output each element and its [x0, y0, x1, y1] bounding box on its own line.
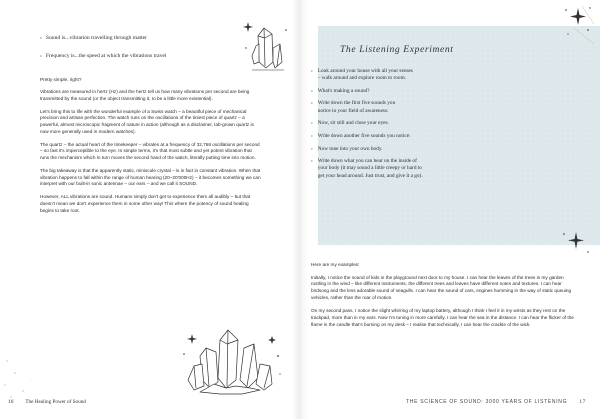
arrow-right-icon: ›	[40, 35, 42, 41]
paragraph: The big takeaway is that the apparently static, miniscule crystal – is in fact in constant vibration. When that vibration happens to fall within the range of human hearing (20–20'000Hz) – it becomes something we can interpret with our built-in sonic antennae – our ears – and we call it SOUND.	[40, 167, 261, 187]
step-item	[311, 158, 526, 179]
crystal-icon	[242, 18, 294, 80]
left-body-text	[40, 77, 262, 220]
right-body-text	[311, 262, 579, 334]
arrow-right-icon: ›	[311, 120, 313, 127]
speckle	[14, 372, 16, 374]
paragraph: On my second pass, I notice the slight whirring of my laptop battery, although I think I feel it in my wrists as they rest on the trackpad, more than in my ears. Now I'm tuning in more carefully, I can hear the sea in the distance. I can hear the flicker of the flame in the candle that's burning on my desk – I realise that technically, I can hear the crackle of the wick.	[311, 307, 574, 327]
paragraph: Let's bring this to life with the wonderful example of a Swiss watch – a beautiful piece of mechanical precision and artisan perfection. The watch runs on the oscillations of the tiniest piece of quartz – a powerful, almost microscopic fragment of nature in action (although as a disclaimer, lab-grown quartz is now more generally used in modern watches).	[40, 108, 254, 135]
definition-bullets	[40, 35, 240, 71]
arrow-right-icon: ›	[311, 100, 313, 107]
arrow-right-icon: ›	[311, 158, 313, 165]
bullet-item	[40, 35, 240, 42]
arrow-right-icon: ›	[311, 132, 313, 139]
step-text: Write down what you can hear on the inside of your body (it may sound a little creepy or hard to get your head around. Just trust, and give it a go).	[317, 158, 423, 179]
arrow-right-icon: ›	[311, 145, 313, 152]
bullet-item	[40, 53, 240, 60]
book-title: The Healing Power of Sound	[25, 399, 86, 405]
step-item	[311, 100, 526, 114]
speckle	[6, 360, 8, 362]
paragraph: Vibrations are measured in hertz (Hz) and the hertz tell us how many vibrations per second are being transmitted by the sound (or the object transmitting it, to be a little more existential).	[40, 89, 250, 102]
step-text: Write down another five sounds you notice:	[317, 132, 411, 139]
speckle	[30, 380, 31, 381]
step-item	[311, 133, 526, 140]
speckle	[4, 384, 6, 386]
sparkle-icon	[560, 228, 594, 262]
panel-title: The Listening Experiment	[340, 44, 454, 55]
bullet-text: Frequency is...the speed at which the vibrations travel	[45, 53, 167, 59]
bullet-text: Sound is...vibration travelling through matter	[45, 35, 148, 41]
paragraph: The quartz – the actual heart of the timekeeper – vibrates at a frequency of 32,768 oscillations per second – so fast it's imperceptible to the eye. In simple terms, it's that most subtle and yet potent vibration that runs the mechanism which in turn moves the second hand of the watch, literally putting time into motion.	[40, 141, 260, 161]
step-item	[311, 146, 526, 153]
arrow-right-icon: ›	[311, 87, 313, 94]
step-text: Write down the first five sounds you notice in your field of awareness:	[317, 100, 396, 114]
paragraph: Initially, I notice the sound of kids in the playground next door to my house. I can hear the leaves of the trees in my garden rustling in the wind – like different instruments, the different trees and leaves have different notes and textures. I can hear birdsong and the less adorable sound of seagulls. I can hear the sound of cars, engines humming in the way of static queuing vehicles, rather than the roar of motion.	[311, 274, 572, 301]
step-item	[311, 88, 526, 95]
paragraph: Here are my examples:	[311, 262, 360, 267]
page-number: 17	[579, 399, 586, 405]
step-text: Now, sit still and close your eyes.	[317, 120, 389, 127]
sparkle-icon	[560, 4, 596, 46]
step-text: Look around your house with all your senses – walk around and explore room to room.	[317, 68, 413, 82]
arrow-right-icon: ›	[40, 53, 42, 59]
step-text: What's making a sound?	[317, 87, 370, 94]
page-number: 16	[8, 399, 14, 405]
paragraph: However, ALL vibrations are sound. Humans simply don't get to experience them all audibly – but that doesn't mean we don't experience them in some other way! This where the potency of sound healing begins to take root.	[40, 193, 251, 213]
step-item	[311, 120, 526, 127]
crystal-cluster-icon	[180, 326, 285, 398]
step-text: Now tune into your own body.	[317, 145, 383, 152]
paragraph: Pretty simple, right?	[40, 77, 82, 82]
running-head: THE SCIENCE OF SOUND: 3000 YEARS OF LISTENING	[406, 399, 568, 405]
arrow-right-icon: ›	[311, 68, 313, 74]
speckle	[10, 396, 12, 398]
footer-right	[406, 399, 586, 405]
speckle	[22, 390, 24, 392]
step-item	[311, 68, 526, 82]
footer-left	[8, 399, 86, 405]
experiment-steps	[311, 68, 526, 185]
